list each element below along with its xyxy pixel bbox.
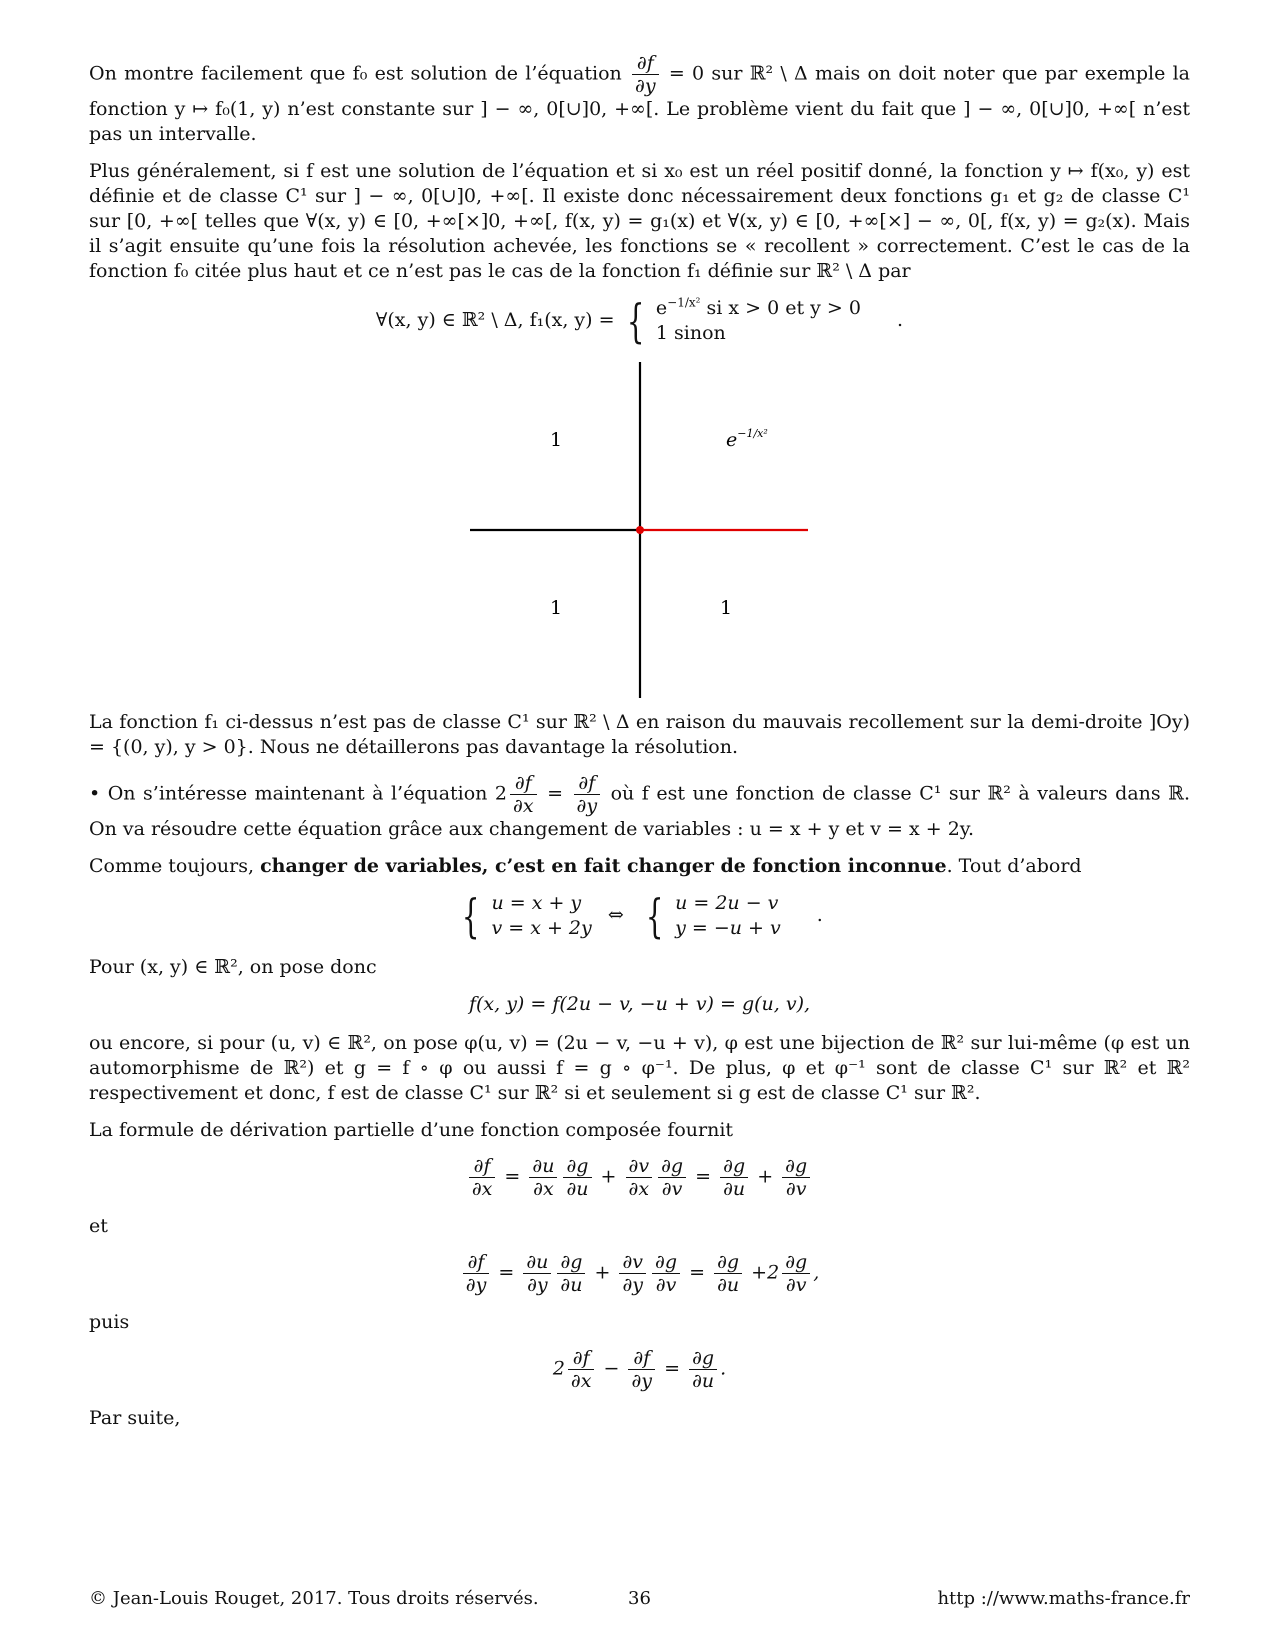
para1-text-b: = 0 sur ℝ² \ Δ mais on doit noter que par exemple la fonction y ↦ f₀(1, y) n’est constante sur ] − ∞, 0[∪]0, +∞[. Le problème vient du fait que ] − ∞, 0[∪]0, +∞[ n’est pas un intervalle. — [89, 62, 1190, 145]
quadrant-2-label: 1 — [549, 429, 562, 451]
paragraph-8: La formule de dérivation partielle d’une fonction composée fournit — [89, 1119, 734, 1141]
f1-definition: ∀(x, y) ∈ ℝ² \ Δ, f₁(x, y) = { $e^{-1/x^2}$ si x > 0 et y > 0 1 sinon . — [375, 294, 904, 348]
word-puis: puis — [89, 1311, 130, 1333]
paragraph-6: Pour (x, y) ∈ ℝ², on pose donc — [89, 956, 377, 978]
equation-f-g: f(x, y) = f(2u − v, −u + v) = g(u, v), — [468, 993, 811, 1015]
paragraph-9: Par suite, — [89, 1407, 181, 1429]
quadrant-figure — [460, 360, 820, 700]
variable-system: { u = x + y v = x + 2y ⇔ { u = 2u − v y = −u + v . — [462, 889, 823, 943]
derivative-formula-3: 2 $\frac{\partial f}{\partial x}$ − $\frac{\partial f}{\partial y}$ = $\frac{\partial g}{\partial u}$ . — [552, 1347, 727, 1392]
quadrant-4-label: 1 — [719, 597, 732, 619]
origin-point — [636, 526, 644, 534]
footer-page-number: 36 — [628, 1588, 651, 1609]
fraction-df-dy-2: $\frac{\partial f}{\partial y}$ — [574, 772, 601, 817]
f1-case-2: 1 sinon — [655, 322, 726, 344]
paragraph-7: ou encore, si pour (u, v) ∈ ℝ², on pose φ(u, v) = (2u − v, −u + v), φ est une bijection de ℝ² sur lui-même (φ est un automorphisme de ℝ²) et g = f ∘ φ ou aussi f = g ∘ φ⁻¹. De plus, φ et φ⁻¹ sont de classe C¹ sur ℝ² et ℝ² respectivement et donc, f est de classe C¹ sur ℝ² si et seulement si g est de classe C¹ sur ℝ². — [89, 1032, 1190, 1104]
f1-case-1: $e^{-1/x^2}$ si x > 0 et y > 0 — [655, 295, 861, 319]
derivative-formula-2: $\frac{\partial f}{\partial y}$ = $\frac{\partial u}{\partial y}$ $\frac{\partial g}{\partial u}$ + $\frac{\partial v}{\partial y}$ $\frac{\partial g}{\partial v}$ = $\frac{\partial g}{\partial u}$ +2 $\frac{\partial g}{\partial v}$ , — [89, 1251, 1190, 1296]
paragraph-2: Plus généralement, si f est une solution de l’équation et si x₀ est un réel positif donné, la fonction y ↦ f(x₀, y) est définie et de classe C¹ sur ] − ∞, 0[∪]0, +∞[. Il existe donc nécessairement deux fonctions g₁ et g₂ de classe C¹ sur [0, +∞[ telles que ∀(x, y) ∈ [0, +∞[×]0, +∞[, f(x, y) = g₁(x) et ∀(x, y) ∈ [0, +∞[×] − ∞, 0[, f(x, y) = g₂(x). Mais il s’agit ensuite qu’une fois la résolution achevée, les fonctions se « recollent » correctement. C’est le cas de la fonction f₀ citée plus haut et ce n’est pas le cas de la fonction f₁ définie sur ℝ² \ Δ par — [89, 160, 1190, 282]
derivative-formula-1: $\frac{\partial f}{\partial x}$ = $\frac{\partial u}{\partial x}$ $\frac{\partial g}{\partial u}$ + $\frac{\partial v}{\partial x}$ $\frac{\partial g}{\partial v}$ = $\frac{\partial g}{\partial u}$ + $\frac{\partial g}{\partial v}$ — [89, 1155, 1190, 1200]
page-content — [89, 52, 1190, 1443]
paragraph-3: La fonction f₁ ci-dessus n’est pas de classe C¹ sur ℝ² \ Δ en raison du mauvais recollement sur la demi-droite ]Oy) = {(0, y), y > 0}. Nous ne détaillerons pas davantage la résolution. — [89, 711, 1190, 758]
quadrant-1-label: $e^{-1/x^2}$ — [725, 427, 768, 451]
left-brace: { — [626, 294, 645, 348]
f1-cases — [656, 296, 861, 346]
paragraph-1 — [89, 52, 1190, 147]
fraction-df-dy: $\frac{\partial f}{\partial y}$ — [632, 52, 659, 97]
fraction-df-dx: $\frac{\partial f}{\partial x}$ — [510, 772, 537, 817]
footer-copyright: © Jean-Louis Rouget, 2017. Tous droits réservés. — [89, 1588, 539, 1609]
quadrant-3-label: 1 — [549, 597, 562, 619]
para1-text-a: On montre facilement que f₀ est solution de l’équation — [89, 62, 630, 85]
paragraph-5: Comme toujours, changer de variables, c’est en fait changer de fonction inconnue. Tout d’abord — [89, 855, 1082, 877]
bold-statement: changer de variables, c’est en fait changer de fonction inconnue — [260, 855, 947, 877]
footer-url[interactable]: http ://www.maths-france.fr — [937, 1588, 1190, 1609]
f1-lhs: ∀(x, y) ∈ ℝ² \ Δ, f₁(x, y) = — [375, 309, 615, 331]
word-et: et — [89, 1215, 108, 1237]
paragraph-4: • On s’intéresse maintenant à l’équation 2 $\frac{\partial f}{\partial x}$ = $\frac{\partial f}{\partial y}$ où f est une fonction de classe C¹ sur ℝ² à valeurs dans ℝ. On va résoudre cette équation grâce aux changement de variables : u = x + y et v = x + 2y. — [89, 772, 1190, 840]
